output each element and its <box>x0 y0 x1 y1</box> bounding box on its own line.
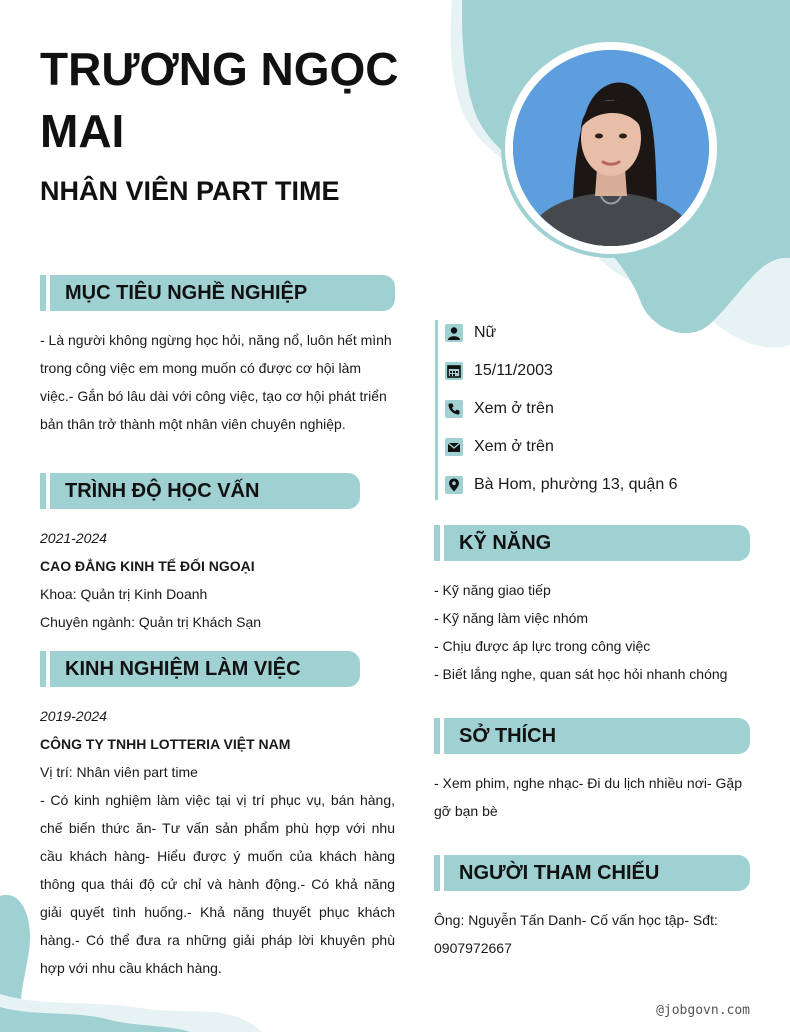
phone-value: Xem ở trên <box>474 400 554 417</box>
education-faculty: Khoa: Quản trị Kinh Doanh <box>40 586 208 602</box>
education-title: TRÌNH ĐỘ HỌC VẤN <box>65 480 260 502</box>
education-header <box>40 473 360 509</box>
mail-icon <box>444 437 464 457</box>
experience-header <box>40 651 360 687</box>
phone-icon <box>444 399 464 419</box>
candidate-name: TRƯƠNG NGỌC MAI <box>40 43 399 157</box>
references-title: NGƯỜI THAM CHIẾU <box>459 862 660 884</box>
skill-item: - Kỹ năng làm việc nhóm <box>434 610 589 626</box>
email-value: Xem ở trên <box>474 438 554 455</box>
skills-list <box>434 576 750 688</box>
objective-title: MỤC TIÊU NGHỀ NGHIỆP <box>65 282 308 304</box>
education-period: 2021-2024 <box>40 530 107 546</box>
address-value: Bà Hom, phường 13, quận 6 <box>474 476 678 493</box>
skills-header <box>434 525 750 561</box>
person-icon <box>444 323 464 343</box>
experience-description: - Có kinh nghiệm làm việc tại vị trí phục vụ, bán hàng, chế biến thức ăn- Tư vấn sản phẩm phù hợp với nhu cầu khách hàng- Hiểu được ý muốn của khách hàng thông qua thái độ cử chỉ và hành động.- Có khả năng giải quyết tình huống.- Khả năng thuyết phục khách hàng.- Có thể đưa ra những giải pháp lời khuyên phù hợp với nhu cầu khách hàng. <box>40 792 395 976</box>
hobbies-text: - Xem phim, nghe nhạc- Đi du lịch nhiều nơi- Gặp gỡ bạn bè <box>434 775 742 819</box>
skill-item: - Biết lắng nghe, quan sát học hỏi nhanh chóng <box>434 666 728 682</box>
birthday-value: 15/11/2003 <box>474 362 553 379</box>
contact-phone <box>444 390 554 428</box>
education-major: Chuyên ngành: Quản trị Khách Sạn <box>40 614 262 630</box>
references-text: Ông: Nguyễn Tấn Danh- Cố vấn học tập- Sđt: 0907972667 <box>434 912 718 956</box>
contact-address <box>444 466 678 504</box>
experience-title: KINH NGHIỆM LÀM VIỆC <box>65 658 301 680</box>
footer-watermark: @jobgovn.com <box>656 1003 750 1018</box>
experience-period: 2019-2024 <box>40 708 107 724</box>
skill-item: - Kỹ năng giao tiếp <box>434 582 551 598</box>
calendar-icon <box>444 361 464 381</box>
profile-photo-frame <box>501 38 721 258</box>
gender-value: Nữ <box>474 324 497 341</box>
contact-divider <box>435 320 438 500</box>
hobbies-header <box>434 718 750 754</box>
portrait-photo <box>513 50 709 246</box>
job-title: NHÂN VIÊN PART TIME <box>40 176 340 206</box>
location-pin-icon <box>444 475 464 495</box>
hobbies-title: SỞ THÍCH <box>459 725 557 747</box>
portrait-illustration <box>513 50 709 246</box>
contact-email <box>444 428 554 466</box>
education-school: CAO ĐẲNG KINH TẾ ĐỐI NGOẠI <box>40 558 255 574</box>
objective-text: - Là người không ngừng học hỏi, năng nổ, luôn hết mình trong công việc em mong muốn có được cơ hội làm việc.- Gắn bó lâu dài với công việc, tạo cơ hội phát triển bản thân trở thành một nhân viên chuyên nghiệp. <box>40 332 392 432</box>
experience-position: Vị trí: Nhân viên part time <box>40 764 198 780</box>
skills-title: KỸ NĂNG <box>459 532 552 554</box>
objective-header <box>40 275 395 311</box>
skill-item: - Chịu được áp lực trong công việc <box>434 638 651 654</box>
experience-company: CÔNG TY TNHH LOTTERIA VIỆT NAM <box>40 736 291 752</box>
contact-gender <box>444 314 496 352</box>
contact-birthday <box>444 352 553 390</box>
references-header <box>434 855 750 891</box>
